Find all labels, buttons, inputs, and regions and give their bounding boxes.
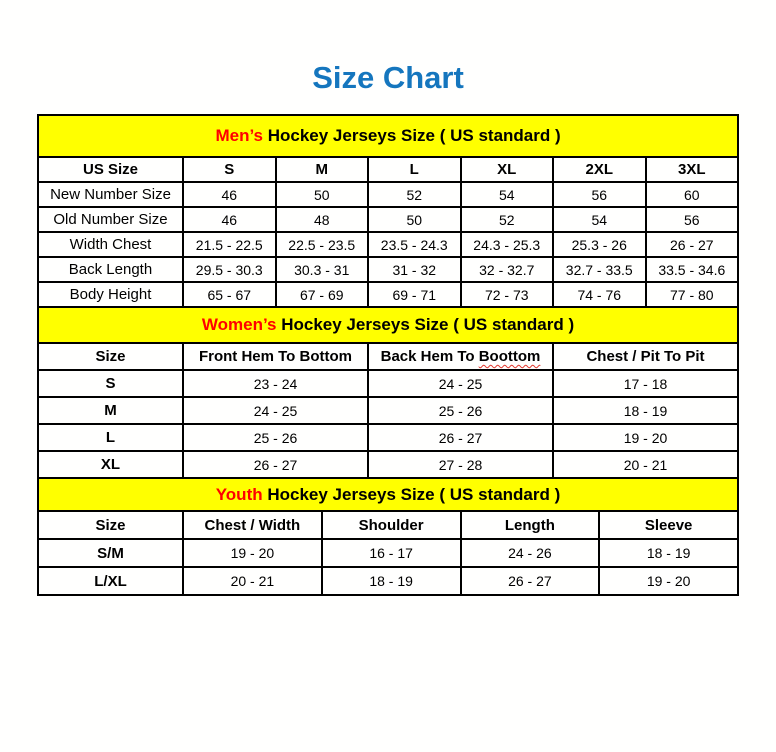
table-row-back-length	[38, 257, 738, 282]
value-cell: 31 - 32	[368, 257, 461, 282]
value-cell: 25.3 - 26	[553, 232, 646, 257]
value-cell: 18 - 19	[553, 397, 738, 424]
page-title: Size Chart	[312, 60, 464, 95]
section-header-row-womens	[38, 307, 738, 343]
value-cell: 46	[183, 207, 276, 232]
table-row-body-height	[38, 282, 738, 307]
value-cell: 72 - 73	[461, 282, 554, 307]
table-row-new-number-size	[38, 182, 738, 207]
section-header-row-mens	[38, 115, 738, 157]
row-label: S/M	[38, 539, 183, 567]
column-header-front-hem: Front Hem To Bottom	[183, 343, 368, 370]
row-label: M	[38, 397, 183, 424]
value-cell: 48	[276, 207, 369, 232]
table-row-womens-m	[38, 397, 738, 424]
value-cell: 16 - 17	[322, 539, 461, 567]
column-header-row-womens	[38, 343, 738, 370]
row-label: Body Height	[38, 282, 183, 307]
row-label: Old Number Size	[38, 207, 183, 232]
value-cell: 23.5 - 24.3	[368, 232, 461, 257]
section-header-womens-suffix: Hockey Jerseys Size ( US standard )	[276, 315, 575, 334]
value-cell: 50	[276, 182, 369, 207]
column-header-back-hem	[368, 343, 553, 370]
section-header-mens-prefix: Men’s	[215, 126, 263, 145]
value-cell: 17 - 18	[553, 370, 738, 397]
table-row-womens-xl	[38, 451, 738, 478]
section-header-youth-prefix: Youth	[215, 484, 263, 504]
value-cell: 46	[183, 182, 276, 207]
value-cell: 65 - 67	[183, 282, 276, 307]
section-header-mens	[38, 115, 738, 157]
size-table-womens	[37, 306, 739, 479]
section-header-mens-suffix: Hockey Jerseys Size ( US standard )	[263, 126, 561, 145]
size-chart	[37, 114, 737, 596]
table-row-womens-l	[38, 424, 738, 451]
row-label: L	[38, 424, 183, 451]
row-label: Width Chest	[38, 232, 183, 257]
value-cell: 26 - 27	[646, 232, 739, 257]
section-header-womens-prefix: Women’s	[201, 315, 277, 334]
value-cell: 69 - 71	[368, 282, 461, 307]
value-cell: 27 - 28	[368, 451, 553, 478]
value-cell: 32 - 32.7	[461, 257, 554, 282]
column-header-row-youth	[38, 511, 738, 539]
value-cell: 50	[368, 207, 461, 232]
column-header-size: Size	[38, 343, 183, 370]
row-label: XL	[38, 451, 183, 478]
value-cell: 18 - 19	[599, 539, 738, 567]
value-cell: 60	[646, 182, 739, 207]
back-hem-text: Back Hem To	[380, 348, 479, 365]
column-header-shoulder: Shoulder	[322, 511, 461, 539]
value-cell: 24 - 25	[368, 370, 553, 397]
value-cell: 29.5 - 30.3	[183, 257, 276, 282]
column-header-xl: XL	[461, 157, 554, 182]
column-header-us-size: US Size	[38, 157, 183, 182]
column-header-s: S	[183, 157, 276, 182]
value-cell: 24 - 26	[461, 539, 600, 567]
table-row-old-number-size	[38, 207, 738, 232]
value-cell: 54	[553, 207, 646, 232]
value-cell: 52	[368, 182, 461, 207]
column-header-l: L	[368, 157, 461, 182]
value-cell: 56	[553, 182, 646, 207]
table-row-youth-sm	[38, 539, 738, 567]
column-header-chest-pit: Chest / Pit To Pit	[553, 343, 738, 370]
value-cell: 22.5 - 23.5	[276, 232, 369, 257]
value-cell: 32.7 - 33.5	[553, 257, 646, 282]
value-cell: 74 - 76	[553, 282, 646, 307]
row-label: Back Length	[38, 257, 183, 282]
row-label: L/XL	[38, 567, 183, 595]
value-cell: 21.5 - 22.5	[183, 232, 276, 257]
value-cell: 52	[461, 207, 554, 232]
value-cell: 25 - 26	[183, 424, 368, 451]
back-hem-misspelled-word: Boottom	[478, 348, 541, 365]
row-label: S	[38, 370, 183, 397]
value-cell: 20 - 21	[553, 451, 738, 478]
section-header-row-youth	[38, 478, 738, 511]
size-table-youth	[37, 477, 739, 596]
value-cell: 20 - 21	[183, 567, 322, 595]
section-header-youth-suffix: Hockey Jerseys Size ( US standard )	[262, 484, 561, 504]
value-cell: 23 - 24	[183, 370, 368, 397]
value-cell: 18 - 19	[322, 567, 461, 595]
value-cell: 56	[646, 207, 739, 232]
value-cell: 67 - 69	[276, 282, 369, 307]
value-cell: 24.3 - 25.3	[461, 232, 554, 257]
value-cell: 25 - 26	[368, 397, 553, 424]
value-cell: 54	[461, 182, 554, 207]
value-cell: 24 - 25	[183, 397, 368, 424]
column-header-3xl: 3XL	[646, 157, 739, 182]
column-header-row-mens	[38, 157, 738, 182]
value-cell: 33.5 - 34.6	[646, 257, 739, 282]
value-cell: 19 - 20	[553, 424, 738, 451]
row-label: New Number Size	[38, 182, 183, 207]
table-row-womens-s	[38, 370, 738, 397]
column-header-sleeve: Sleeve	[599, 511, 738, 539]
value-cell: 19 - 20	[183, 539, 322, 567]
value-cell: 77 - 80	[646, 282, 739, 307]
table-row-width-chest	[38, 232, 738, 257]
value-cell: 26 - 27	[461, 567, 600, 595]
column-header-2xl: 2XL	[553, 157, 646, 182]
value-cell: 30.3 - 31	[276, 257, 369, 282]
value-cell: 26 - 27	[368, 424, 553, 451]
size-table-mens	[37, 114, 739, 308]
table-row-youth-lxl	[38, 567, 738, 595]
section-header-womens	[38, 307, 738, 343]
value-cell: 26 - 27	[183, 451, 368, 478]
section-header-youth	[38, 478, 738, 511]
column-header-chest-width: Chest / Width	[183, 511, 322, 539]
column-header-length: Length	[461, 511, 600, 539]
column-header-m: M	[276, 157, 369, 182]
column-header-size: Size	[38, 511, 183, 539]
value-cell: 19 - 20	[599, 567, 738, 595]
